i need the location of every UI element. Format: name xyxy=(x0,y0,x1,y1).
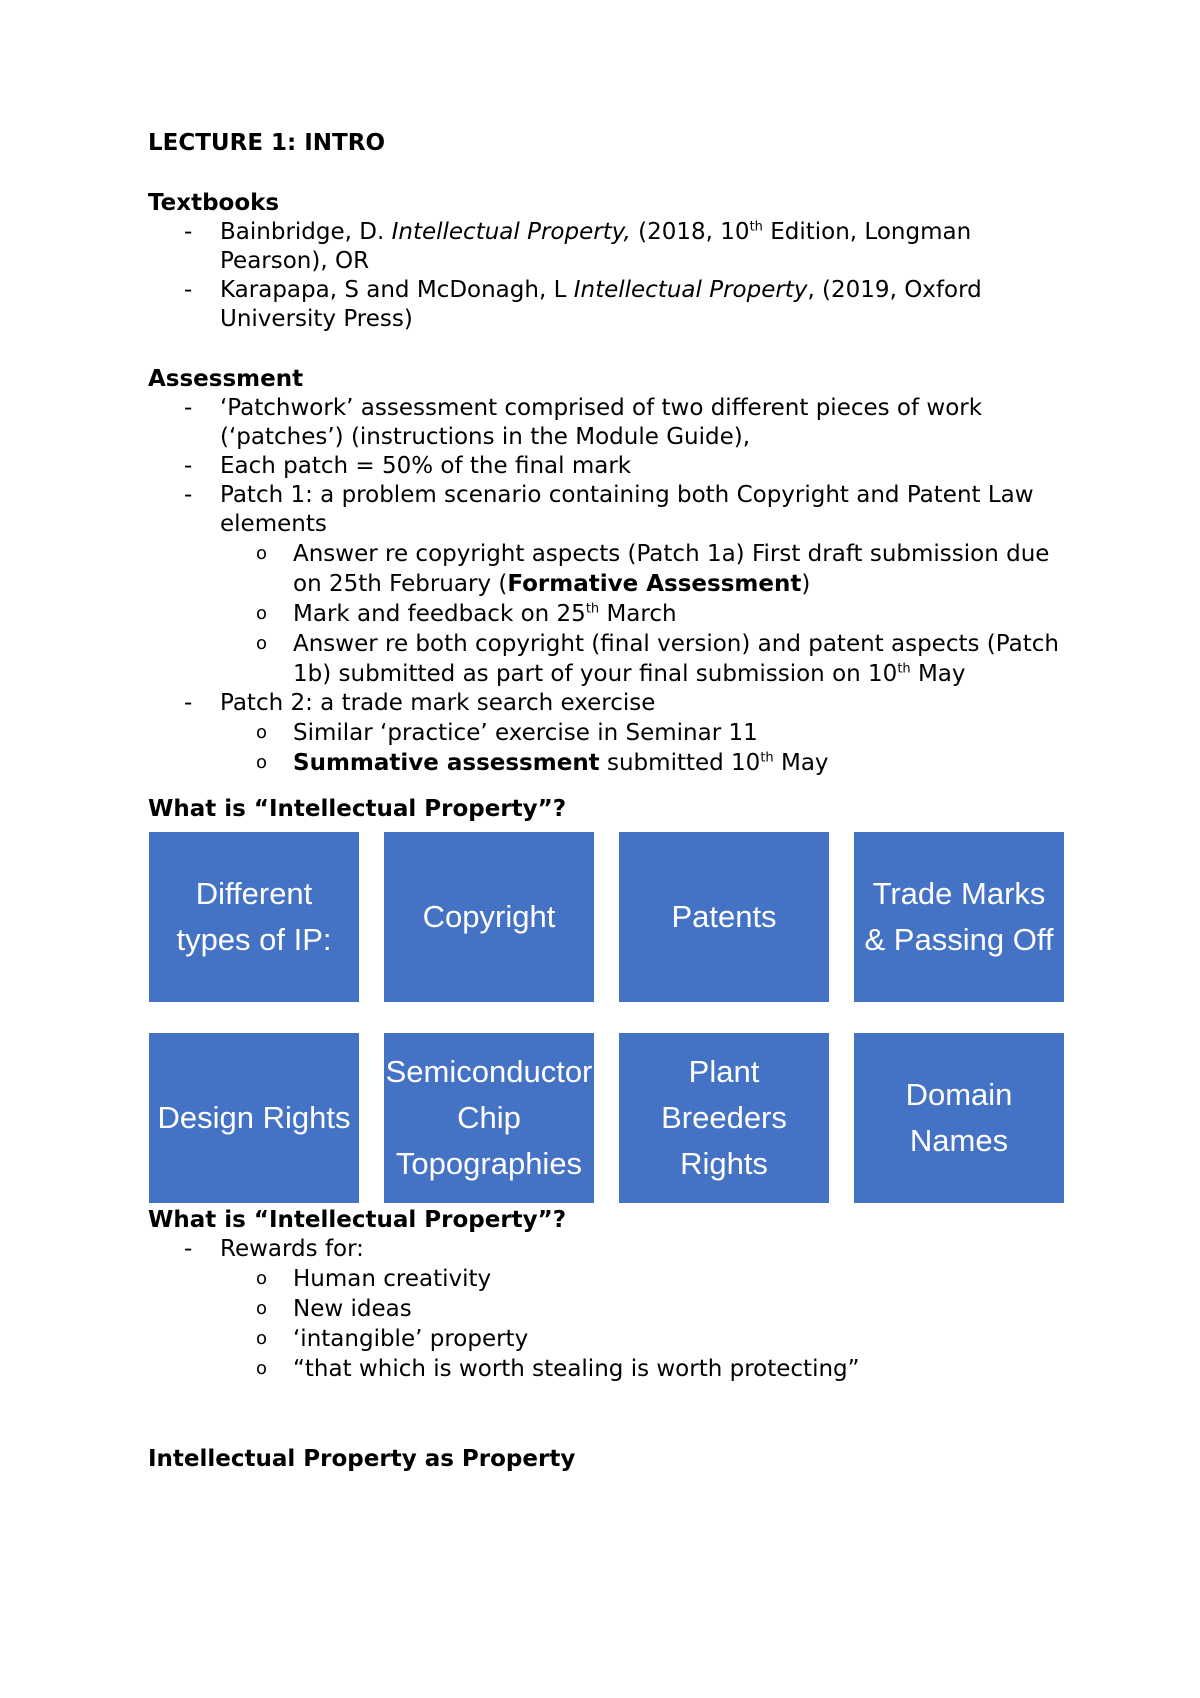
textbook-item: - Karapapa, S and McDonagh, L Intellectual Property, (2019, Oxford University Press) xyxy=(184,277,982,332)
rewards-list xyxy=(148,1235,1068,1384)
rewards-item: - Rewards for: o Human creativity o New ideas o ‘intangible’ property o “that which is worth stealing is worth protecting” xyxy=(148,1235,1068,1384)
reward-sub-item: o New ideas xyxy=(256,1296,412,1322)
assessment-item: - Patch 1: a problem scenario containing both Copyright and Patent Law elements o Answer re copyright aspects (Patch 1a) First draft submission due on 25th February (Formative Assessment) o Mark and feedback on 25th March o Answer re both copyright (final version) and patent aspects (Patch 1b) submitted as part of your final submission on 10th May xyxy=(148,481,1068,689)
assessment-item: - Patch 2: a trade mark search exercise o Similar ‘practice’ exercise in Seminar 11 o Summative assessment submitted 10th May xyxy=(148,689,1068,778)
textbooks-list xyxy=(148,218,1068,334)
textbooks-heading: Textbooks xyxy=(148,190,280,216)
ip-tile: Copyright xyxy=(384,832,594,1002)
patch1-sub-item: o Answer re both copyright (final version) and patent aspects (Patch 1b) submitted as part of your final submission on 10th May xyxy=(256,631,1059,687)
assessment-item: - ‘Patchwork’ assessment comprised of two different pieces of work (‘patches’) (instructions in the Module Guide), xyxy=(184,395,983,450)
ip-tile: Design Rights xyxy=(149,1033,359,1203)
ip-heading-2: What is “Intellectual Property”? xyxy=(148,1207,567,1233)
ip-as-property-heading: Intellectual Property as Property xyxy=(148,1446,576,1472)
patch2-sub-item: o Summative assessment submitted 10th May xyxy=(256,750,829,776)
ip-tile: Trade Marks & Passing Off xyxy=(854,832,1064,1002)
reward-sub-item: o “that which is worth stealing is worth protecting” xyxy=(256,1356,860,1382)
ip-tile: Domain Names xyxy=(854,1033,1064,1203)
assessment-heading: Assessment xyxy=(148,366,304,392)
ip-tile: Different types of IP: xyxy=(149,832,359,1002)
assessment-list xyxy=(148,394,1068,778)
textbook-item: - Bainbridge, D. Intellectual Property, (2018, 10th Edition, Longman Pearson), OR xyxy=(184,219,972,274)
reward-sub-item: o Human creativity xyxy=(256,1266,492,1292)
patch1-sub-item: o Mark and feedback on 25th March xyxy=(256,601,677,627)
ip-heading: What is “Intellectual Property”? xyxy=(148,796,567,822)
reward-sub-item: o ‘intangible’ property xyxy=(256,1326,529,1352)
document-page xyxy=(148,128,1068,1474)
ip-tile: Patents xyxy=(619,832,829,1002)
patch2-sub-item: o Similar ‘practice’ exercise in Seminar 11 xyxy=(256,720,758,746)
ip-tile: Plant Breeders Rights xyxy=(619,1033,829,1203)
ip-types-diagram xyxy=(149,832,1068,1203)
assessment-item: - Each patch = 50% of the final mark xyxy=(184,453,632,479)
patch1-sub-item: o Answer re copyright aspects (Patch 1a) First draft submission due on 25th February (Formative Assessment) xyxy=(256,541,1050,597)
ip-tile: Semiconductor Chip Topographies xyxy=(384,1033,594,1203)
lecture-title: LECTURE 1: INTRO xyxy=(148,130,386,156)
